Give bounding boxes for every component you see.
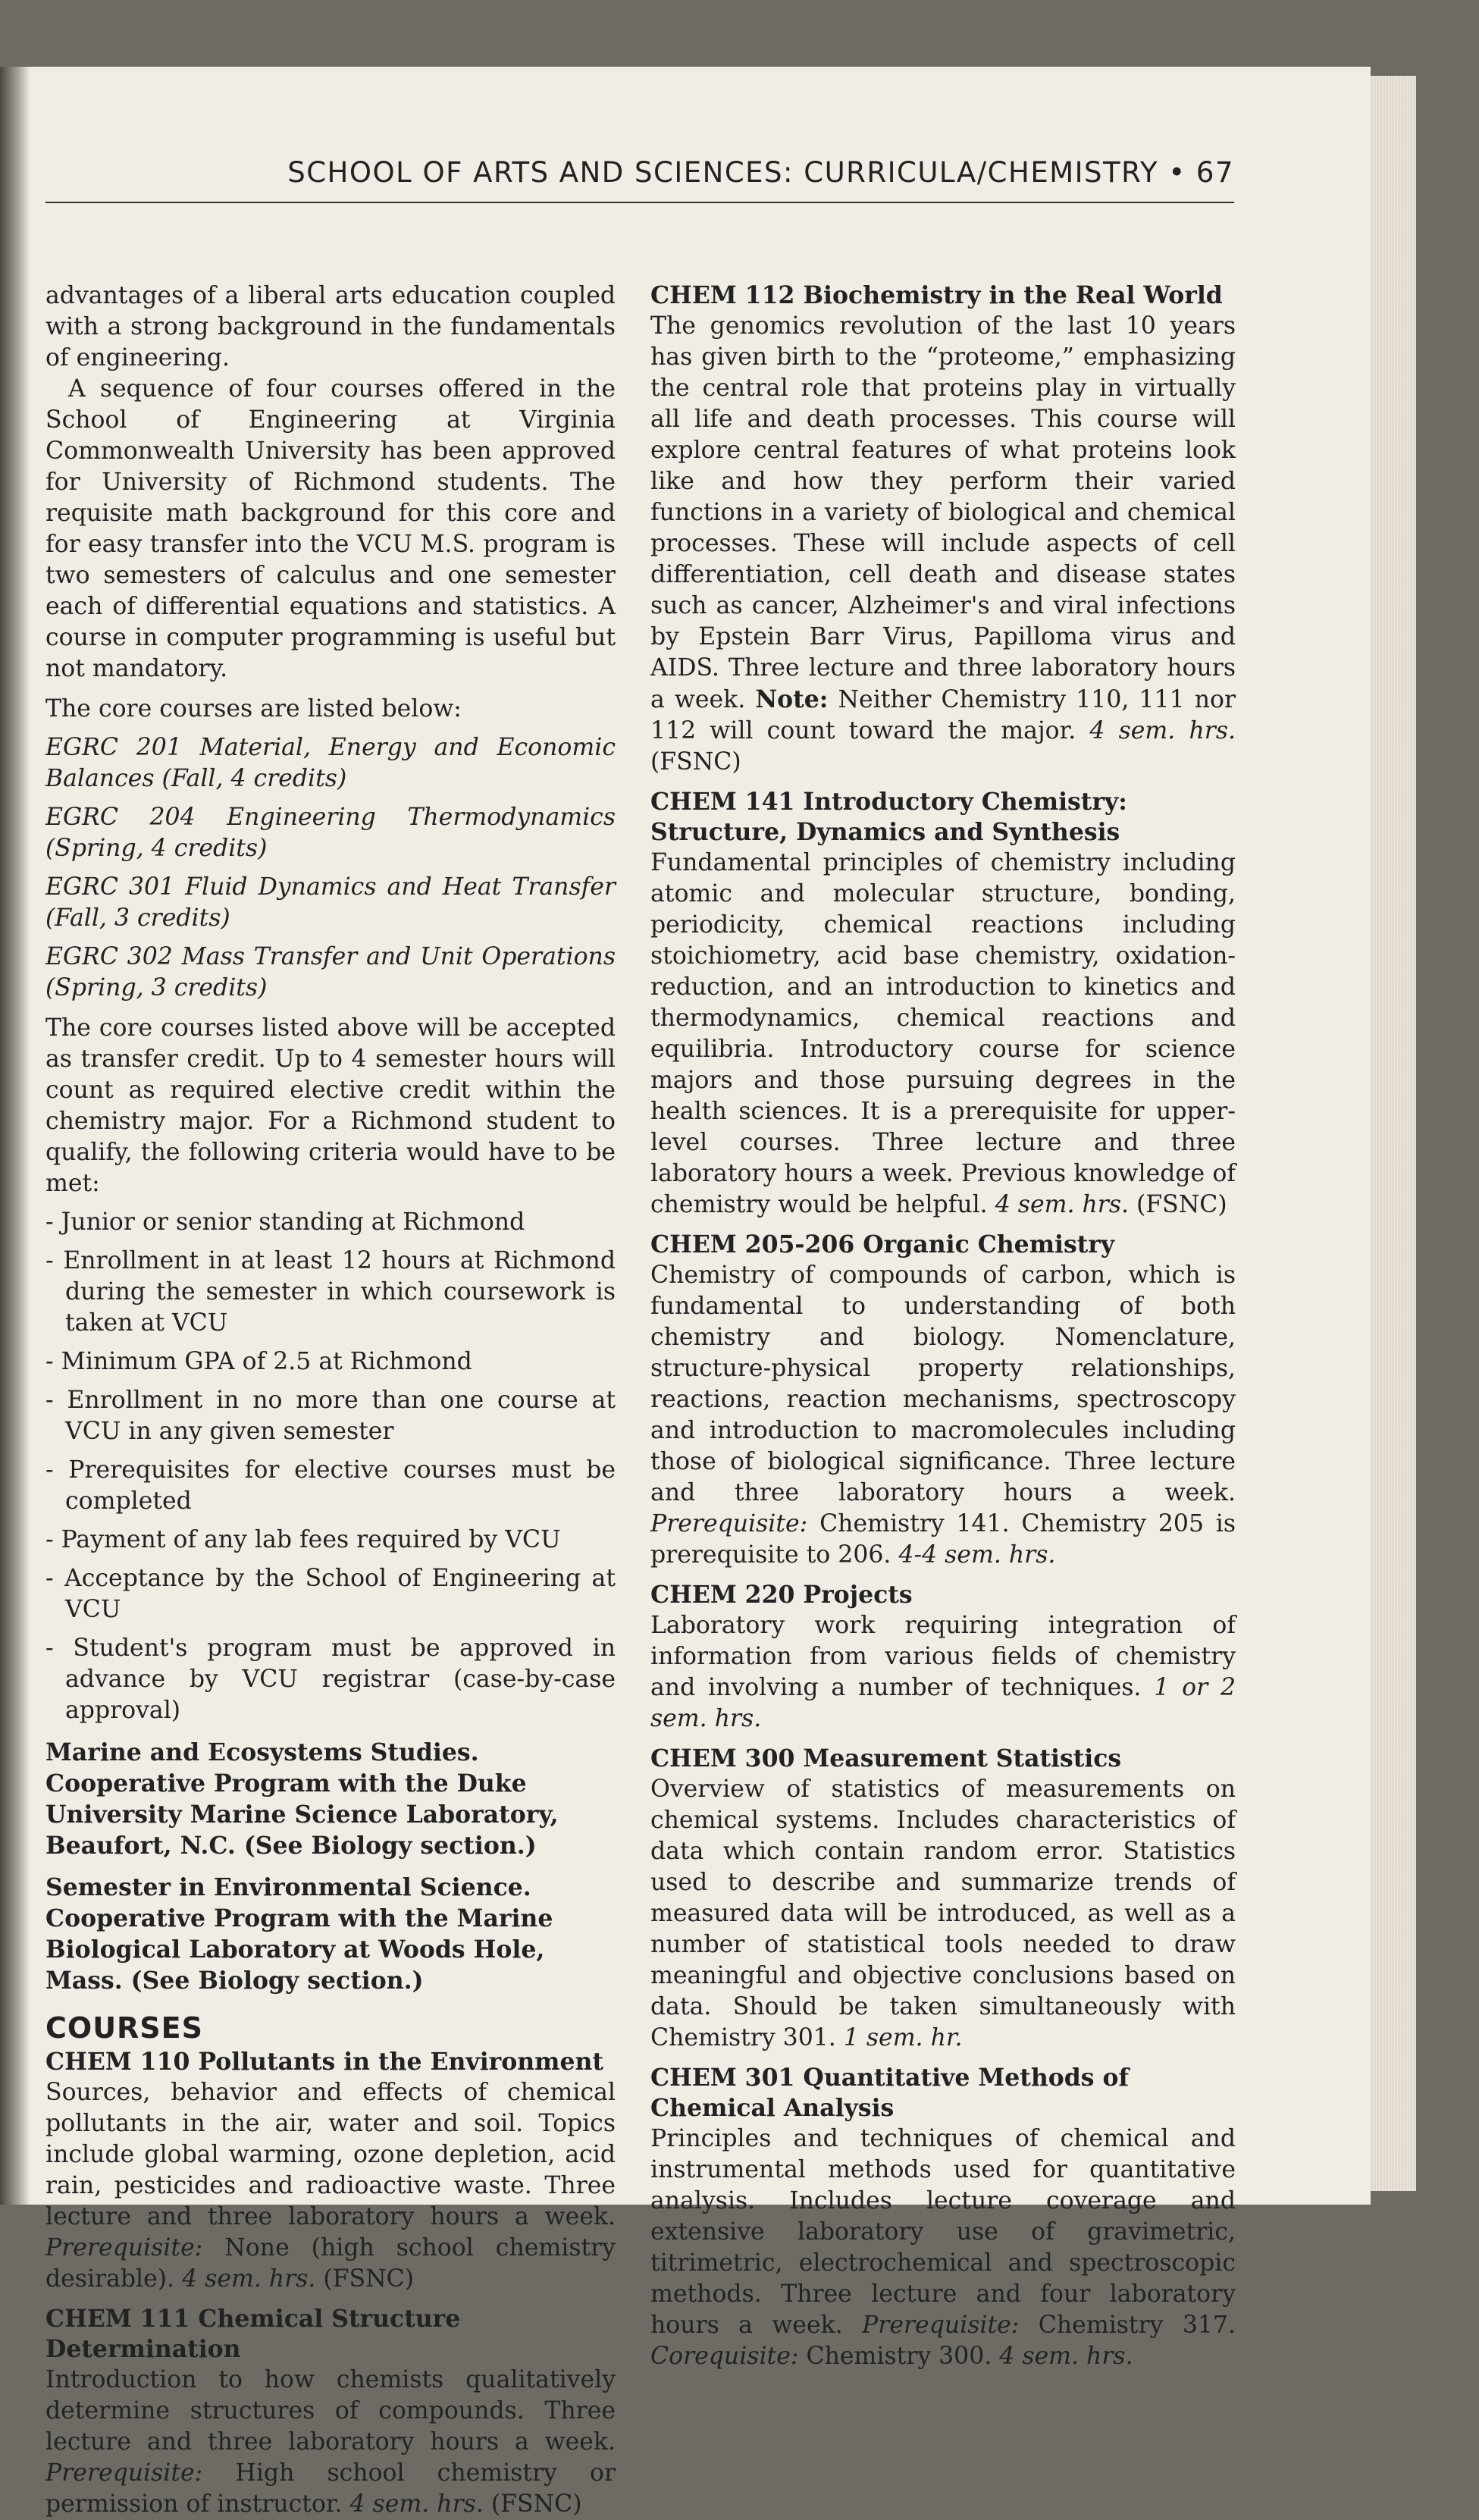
paragraph: The core courses are listed below: [45,695,462,722]
marine-studies-heading: Marine and Ecosystems Studies. Cooperative Program with the Duke University Marine Science Laboratory, Beaufort, N.C. (See Biology section.) [45,1738,559,1860]
criteria-item: - Minimum GPA of 2.5 at Richmond [45,1348,472,1375]
course-title: CHEM 300 Measurement Statistics [650,1744,1122,1772]
paragraph: A sequence of four courses offered in the School of Engineering at Virginia Commonwealth University has been approved for University of Richmond students. The requisite math background for this core and for easy transfer into the VCU M.S. program is two semesters of calculus and one semester each of differential equations and statistics. A course in computer programming is useful but not mandatory. [45,375,616,682]
criteria-item: - Enrollment in no more than one course at VCU in any given semester [45,1387,616,1445]
criteria-item: - Payment of any lab fees required by VCU [45,1526,561,1553]
book-spine-shadow [0,67,30,2205]
paragraph: The core courses listed above will be accepted as transfer credit. Up to 4 semester hours will count as required elective credit within the chemistry major. For a Richmond student to qualify, the following criteria would have to be met: [45,1014,616,1197]
header-rule [45,202,1234,203]
course-description: Introduction to how chemists qualitatively determine structures of compounds. Three lecture and three laboratory hours a week. Prerequisite: High school chemistry or permission of instructor. 4 sem. hrs. (FSNC) [45,2366,616,2518]
course-title: CHEM 110 Pollutants in the Environment [45,2048,604,2076]
course-title: CHEM 141 Introductory Chemistry: Structure, Dynamics and Synthesis [650,788,1127,846]
courses-heading: COURSES [45,2011,204,2045]
course-description: The genomics revolution of the last 10 years has given birth to the “proteome,” emphasizing the central role that proteins play in virtually all life and death processes. This course will explore central features of what proteins look like and how they perform their varied functions in a variety of biological and chemical processes. These will include aspects of cell differentiation, cell death and disease states such as cancer, Alzheimer's and viral infections by Epstein Barr Virus, Papilloma virus and AIDS. Three lecture and three laboratory hours a week. Note: Neither Chemistry 110, 111 nor 112 will count toward the major. 4 sem. hrs. (FSNC) [650,312,1236,776]
criteria-item: - Junior or senior standing at Richmond [45,1208,525,1236]
page-edges [1371,76,1416,2191]
criteria-item: - Student's program must be approved in advance by VCU registrar (case-by-case approval) [45,1635,616,1724]
course-title: CHEM 220 Projects [650,1581,913,1609]
course-description: Fundamental principles of chemistry including atomic and molecular structure, bonding, periodicity, chemical reactions including stoichiometry, acid base chemistry, oxidation-reduction, and an introduction to kinetics and thermodynamics, chemical reactions and equilibria. Introductory course for science majors and those pursuing degrees in the health sciences. It is a prerequisite for upper-level courses. Three lecture and three laboratory hours a week. Previous knowledge of chemistry would be helpful. 4 sem. hrs. (FSNC) [650,849,1236,1218]
course-title: CHEM 301 Quantitative Methods of Chemical Analysis [650,2064,1130,2122]
criteria-item: - Enrollment in at least 12 hours at Richmond during the semester in which coursework is taken at VCU [45,1247,616,1337]
course-title: CHEM 111 Chemical Structure Determination [45,2305,461,2363]
course-title: CHEM 205-206 Organic Chemistry [650,1230,1115,1258]
running-header: SCHOOL OF ARTS AND SCIENCES: CURRICULA/CHEMISTRY • 67 [287,156,1234,189]
paragraph: advantages of a liberal arts education coupled with a strong background in the fundamentals of engineering. [45,282,616,371]
course-description: Sources, behavior and effects of chemical pollutants in the air, water and soil. Topics include global warming, ozone depletion, acid rain, pesticides and radioactive waste. Three lecture and three laboratory hours a week. Prerequisite: None (high school chemistry desirable). 4 sem. hrs. (FSNC) [45,2079,616,2293]
course-description: Chemistry of compounds of carbon, which is fundamental to understanding of both chemistry and biology. Nomenclature, structure-physical property relationships, reactions, reaction mechanisms, spectroscopy and introduction to macromolecules including those of biological significance. Three lecture and three laboratory hours a week. Prerequisite: Chemistry 141. Chemistry 205 is prerequisite to 206. 4-4 sem. hrs. [650,1262,1236,1569]
core-course-entry: EGRC 204 Engineering Thermodynamics (Spring, 4 credits) [45,804,616,862]
left-column [45,281,616,2520]
core-course-entry: EGRC 301 Fluid Dynamics and Heat Transfer (Fall, 3 credits) [45,873,616,932]
course-description: Laboratory work requiring integration of information from various fields of chemistry and involving a number of techniques. 1 or 2 sem. hrs. [650,1612,1236,1732]
right-column [650,281,1236,2372]
course-title: CHEM 112 Biochemistry in the Real World [650,281,1223,309]
criteria-item: - Prerequisites for elective courses must be completed [45,1456,616,1515]
course-description: Principles and techniques of chemical and instrumental methods used for quantitative analysis. Includes lecture coverage and extensive laboratory use of gravimetric, titrimetric, electrochemical and spectroscopic methods. Three lecture and four laboratory hours a week. Prerequisite: Chemistry 317. Corequisite: Chemistry 300. 4 sem. hrs. [650,2125,1236,2370]
environmental-science-heading: Semester in Environmental Science. Cooperative Program with the Marine Biological Laboratory at Woods Hole, Mass. (See Biology section.) [45,1873,553,1995]
core-course-entry: EGRC 302 Mass Transfer and Unit Operations (Spring, 3 credits) [45,943,616,1001]
course-description: Overview of statistics of measurements on chemical systems. Includes characteristics of data which contain random error. Statistics used to describe and summarize trends of measured data will be introduced, as well as a number of statistical tools needed to draw meaningful and objective conclusions based on data. Should be taken simultaneously with Chemistry 301. 1 sem. hr. [650,1776,1236,2051]
core-course-entry: EGRC 201 Material, Energy and Economic Balances (Fall, 4 credits) [45,734,616,792]
criteria-item: - Acceptance by the School of Engineering at VCU [45,1565,616,1623]
